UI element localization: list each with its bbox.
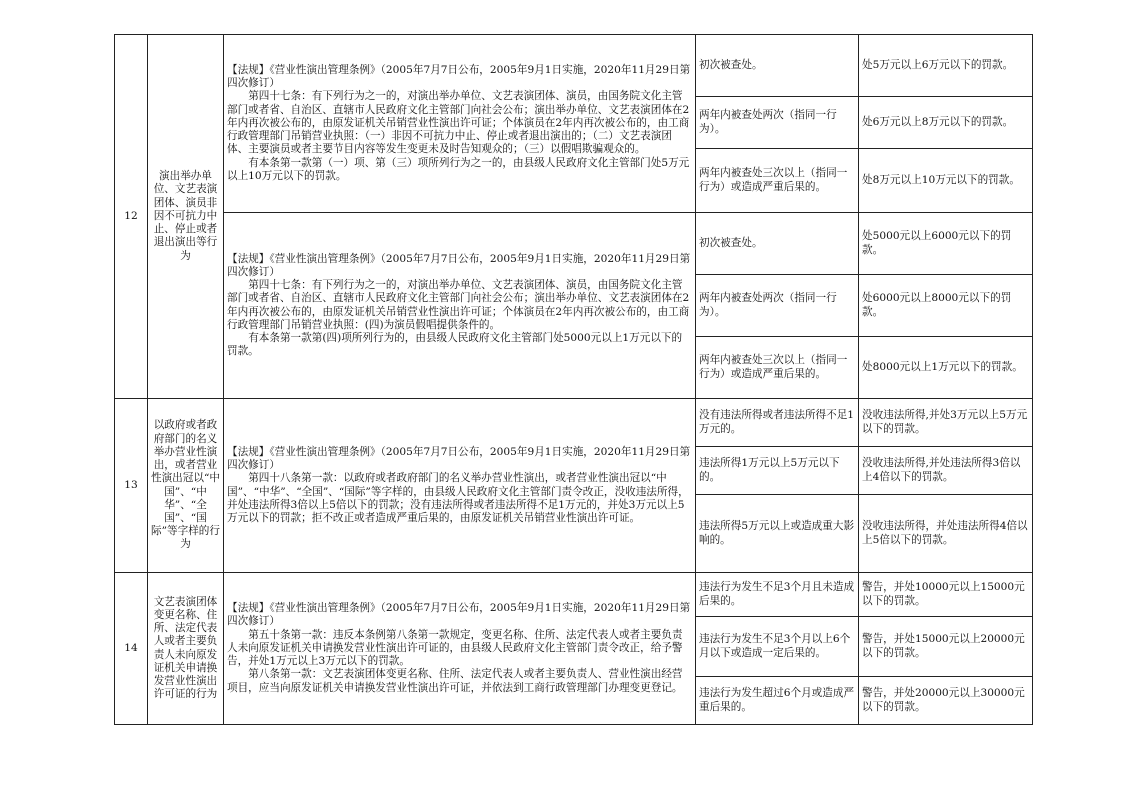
violation-circumstance: 违法行为发生超过6个月或造成严重后果的。 [696, 677, 859, 725]
law-paragraph: 【法规】《营业性演出管理条例》（2005年7月7日公布，2005年9月1日实施，2020年11月29日第四次修订） [227, 602, 691, 628]
legal-basis [224, 35, 696, 213]
penalty-standard: 处8000元以上1万元以下的罚款。 [859, 337, 1033, 399]
penalty-standard: 处5万元以上6万元以下的罚款。 [859, 35, 1033, 97]
violation-circumstance: 两年内被查处三次以上（指同一行为）或造成严重后果的。 [696, 149, 859, 213]
table-row [115, 399, 1033, 447]
row-number: 14 [115, 573, 148, 725]
penalty-standard: 没收违法所得,并处违法所得3倍以上4倍以下的罚款。 [859, 447, 1033, 495]
violation-circumstance: 两年内被查处两次（指同一行为）。 [696, 275, 859, 337]
legal-basis [224, 573, 696, 725]
row-number: 13 [115, 399, 148, 573]
law-paragraph: 【法规】《营业性演出管理条例》（2005年7月7日公布，2005年9月1日实施，2020年11月29日第四次修订） [227, 252, 691, 278]
violation-circumstance: 没有违法所得或者违法所得不足1万元的。 [696, 399, 859, 447]
penalty-standard: 警告，并处10000元以上15000元以下的罚款。 [859, 573, 1033, 617]
penalty-standard: 没收违法所得，并处违法所得4倍以上5倍以下的罚款。 [859, 495, 1033, 573]
violation-circumstance: 初次被查处。 [696, 35, 859, 97]
law-paragraph: 有本条第一款第(四)项所列行为的，由县级人民政府文化主管部门处5000元以上1万元以下的罚款。 [227, 331, 683, 358]
table-row [115, 35, 1033, 97]
law-paragraph: 第四十七条：有下列行为之一的，对演出举办单位、文艺表演团体、演员，由国务院文化主管部门或者省、自治区、直辖市人民政府文化主管部门向社会公布；演出举办单位、文艺表演团体在2年内再次被公布的，由原发证机关吊销营业性演出许可证；个体演员在2年内再次被公布的，由工商行政管理部门吊销营业执照：(四)为演员假唱提供条件的。 [227, 279, 690, 331]
penalty-standard: 警告，并处15000元以上20000元以下的罚款。 [859, 617, 1033, 677]
row-number: 12 [115, 35, 148, 399]
penalty-standard: 警告，并处20000元以上30000元以下的罚款。 [859, 677, 1033, 725]
violation-behavior: 演出举办单位、文艺表演团体、演员非因不可抗力中止、停止或者退出演出等行为 [148, 35, 224, 399]
penalty-standard: 处6000元以上8000元以下的罚款。 [859, 275, 1033, 337]
violation-behavior: 文艺表演团体变更名称、住所、法定代表人或者主要负责人未向原发证机关申请换发营业性演出许可证的行为 [148, 573, 224, 725]
law-paragraph: 第八条第一款：文艺表演团体变更名称、住所、法定代表人或者主要负责人、营业性演出经营项目，应当向原发证机关申请换发营业性演出许可证，并依法到工商行政管理部门办理变更登记。 [227, 668, 683, 694]
violation-circumstance: 违法所得1万元以上5万元以下的。 [696, 447, 859, 495]
law-paragraph: 第四十七条：有下列行为之一的，对演出举办单位、文艺表演团体、演员，由国务院文化主管部门或者省、自治区、直辖市人民政府文化主管部门向社会公布；演出举办单位、文艺表演团体在2年内再次被公布的，由原发证机关吊销营业性演出许可证；个体演员在2年内再次被公布的，由工商行政管理部门吊销营业执照：（一）非因不可抗力中止、停止或者退出演出的；（二）文艺表演团体、主要演员或者主要节目内容等发生变更未及时告知观众的；（三）以假唱欺骗观众的。 [227, 90, 690, 156]
violation-circumstance: 违法行为发生不足3个月且未造成后果的。 [696, 573, 859, 617]
violation-circumstance: 违法行为发生不足3个月以上6个月以下或造成一定后果的。 [696, 617, 859, 677]
penalty-standard: 处6万元以上8万元以下的罚款。 [859, 97, 1033, 149]
law-paragraph: 【法规】《营业性演出管理条例》（2005年7月7日公布，2005年9月1日实施，2020年11月29日第四次修订） [227, 64, 691, 90]
law-paragraph: 第四十八条第一款：以政府或者政府部门的名义举办营业性演出，或者营业性演出冠以“中国”、“中华”、“全国”、“国际”等字样的，由县级人民政府文化主管部门责令改正，没收违法所得，并处违法所得3倍以上5倍以下的罚款；没有违法所得或者违法所得不足1万元的，并处3万元以上5万元以下的罚款；拒不改正或者造成严重后果的，由原发证机关吊销营业性演出许可证。 [227, 472, 689, 524]
violation-circumstance: 初次被查处。 [696, 213, 859, 275]
law-paragraph: 有本条第一款第（一）项、第（三）项所列行为之一的，由县级人民政府文化主管部门处5万元以上10万元以下的罚款。 [227, 156, 690, 182]
law-paragraph: 【法规】《营业性演出管理条例》（2005年7月7日公布，2005年9月1日实施，2020年11月29日第四次修订） [227, 445, 691, 472]
law-paragraph: 第五十条第一款：违反本条例第八条第一款规定，变更名称、住所、法定代表人或者主要负责人未向原发证机关申请换发营业性演出许可证的，由县级人民政府文化主管部门责令改正，给予警告，并处1万元以上3万元以下的罚款。 [227, 628, 683, 668]
violation-circumstance: 两年内被查处两次（指同一行为）。 [696, 97, 859, 149]
legal-basis [224, 399, 696, 573]
penalty-standard: 处5000元以上6000元以下的罚款。 [859, 213, 1033, 275]
legal-basis [224, 213, 696, 399]
penalty-standard: 处8万元以上10万元以下的罚款。 [859, 149, 1033, 213]
violation-circumstance: 违法所得5万元以上或造成重大影响的。 [696, 495, 859, 573]
table-row [115, 573, 1033, 617]
penalty-standard: 没收违法所得,并处3万元以上5万元以下的罚款。 [859, 399, 1033, 447]
violation-behavior: 以政府或者政府部门的名义举办营业性演出，或者营业性演出冠以“中国”、“中华”、“全国”、“国际”等字样的行为 [148, 399, 224, 573]
penalty-standard-table [114, 34, 1033, 725]
table-row [115, 213, 1033, 275]
violation-circumstance: 两年内被查处三次以上（指同一行为）或造成严重后果的。 [696, 337, 859, 399]
